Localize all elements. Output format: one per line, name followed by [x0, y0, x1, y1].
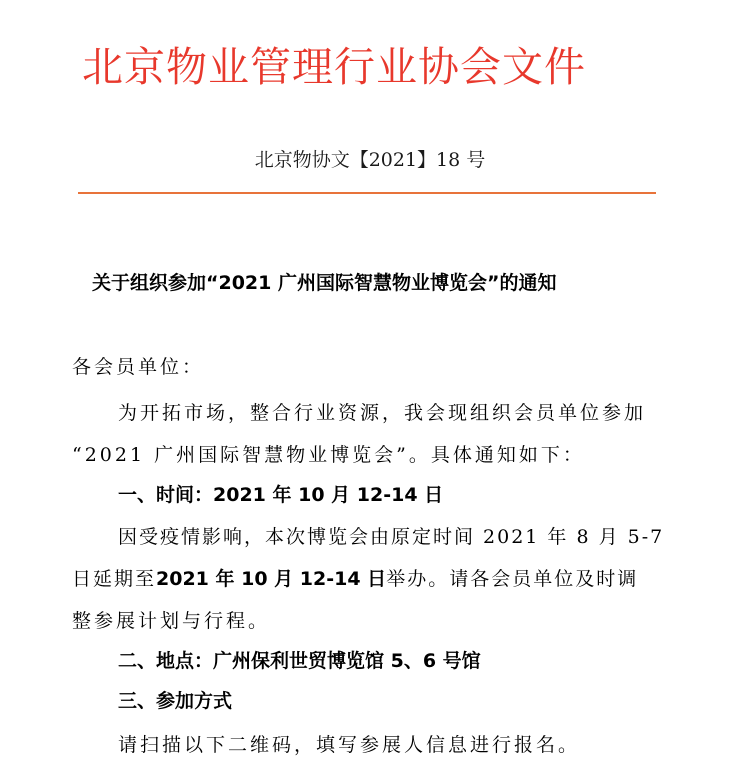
- intro-line-1: 为开拓市场，整合行业资源，我会现组织会员单位参加: [118, 402, 647, 424]
- section-1-heading: 一、时间：2021 年 10 月 12-14 日: [118, 484, 444, 506]
- section-1-line-3: 整参展计划与行程。: [72, 610, 271, 632]
- notice-title: 关于组织参加“2021 广州国际智慧物业博览会”的通知: [92, 272, 557, 294]
- section-3-line-1: 请扫描以下二维码，填写参展人信息进行报名。: [118, 734, 581, 756]
- org-document-header: 北京物业管理行业协会文件: [82, 43, 586, 91]
- section-1-line-2: [72, 564, 638, 591]
- section-2-heading: 二、地点：广州保利世贸博览馆 5、6 号馆: [118, 650, 481, 672]
- salutation: 各会员单位：: [72, 356, 205, 378]
- section-1-line-1: 因受疫情影响，本次博览会由原定时间 2021 年 8 月 5-7: [118, 526, 665, 548]
- postponed-date: 2021 年 10 月 12-14 日: [156, 568, 387, 590]
- document-number: 北京物协文【2021】18 号: [254, 149, 486, 171]
- postpone-prefix: 日延期至: [72, 568, 157, 590]
- section-3-heading: 三、参加方式: [118, 690, 233, 712]
- postpone-suffix: 举办。请各会员单位及时调: [386, 568, 639, 590]
- header-divider: [78, 192, 656, 194]
- intro-line-2: “2021 广州国际智慧物业博览会”。具体通知如下：: [72, 444, 585, 466]
